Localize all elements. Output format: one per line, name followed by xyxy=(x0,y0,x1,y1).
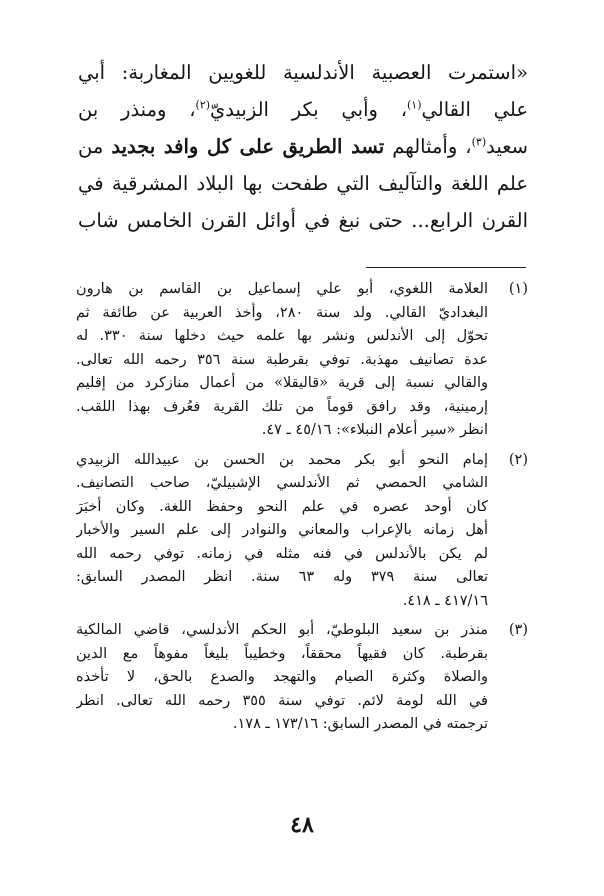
footnote-line: ٤١٧/١٦ ـ ٤١٨. xyxy=(402,592,488,609)
footnote-number: (١) xyxy=(508,281,528,297)
footnote-number: (٣) xyxy=(508,622,528,638)
footnote-line: البغداديّ القالي. ولد سنة ٢٨٠، وأخذ العربية عن طائفة ثم xyxy=(76,304,488,321)
text-run: علي القالي xyxy=(421,98,528,121)
footnote-reference: (٢) xyxy=(195,98,211,112)
footnote-line: العلامة اللغوي، أبو علي إسماعيل بن القاسم بن هارون xyxy=(76,281,488,297)
footnote-line: ترجمته في المصدر السابق: ١٧٣/١٦ ـ ١٧٨. xyxy=(232,716,488,732)
text-run: علم اللغة والتآليف التي طفحت بها البلاد المشرقية في xyxy=(78,172,528,195)
text-run: ، وأبي بكر الزبيديّ xyxy=(210,98,407,121)
footnote-line: كان أوحد عصره في علم النحو وحفظ اللغة. وكان أخبَرَ xyxy=(76,498,488,515)
footnote-line: إمام النحو أبو بكر محمد بن الحسن بن عبيدالله الزبيدي xyxy=(76,451,488,468)
footnotes xyxy=(76,278,528,743)
footnote-separator xyxy=(366,267,526,268)
footnote-line: الشامي الحمصي ثم الأندلسي الإشبيليّ، صاحب التصانيف. xyxy=(76,475,488,491)
main-text-line xyxy=(78,202,528,239)
footnote-line: والقالي نسبة إلى قرية «قاليقلا» من أعمال منازكرد من إقليم xyxy=(76,375,488,391)
main-text-line xyxy=(78,54,528,91)
footnote xyxy=(76,619,528,737)
text-run: ، ومنذر بن xyxy=(78,98,196,121)
text-run: سعيد xyxy=(486,135,528,158)
text-run: ، وأمثالهم xyxy=(384,135,472,158)
footnote-line: منذر بن سعيد البلوطيّ، أبو الحكم الأندلسي، قاضي المالكية xyxy=(76,622,488,638)
footnote-reference: (١) xyxy=(407,98,422,112)
footnote-line: انظر «سير أعلام النبلاء»: ٤٥/١٦ ـ ٤٧. xyxy=(261,422,488,438)
page-number: ٤٨ xyxy=(290,812,314,838)
main-text-line xyxy=(78,165,528,202)
footnote-line: إرمينية، وقد رافق قوماً من تلك القرية فعُرف بهذا اللقب. xyxy=(76,398,488,415)
footnote-line: والصلاة وكثرة الصيام والتهجد والصدع بالحق، لا تأخذه xyxy=(76,669,488,685)
footnote-line: في الله لومة لائم. توفي سنة ٣٥٥ رحمه الله تعالى. انظر xyxy=(76,692,488,709)
footnote-body xyxy=(76,449,488,614)
footnote-number: (٢) xyxy=(508,451,528,468)
footnote-line: تعالى سنة ٣٧٩ وله ٦٣ سنة. انظر المصدر السابق: xyxy=(76,569,488,585)
emphasized-text: تسد الطريق على كل وافد بجديد xyxy=(111,135,385,158)
footnote-line: بقرطبة. كان فقيهاً محققاً، وخطيباً بليغاً مفوهاً مع الدين xyxy=(76,645,488,662)
main-text xyxy=(78,54,528,239)
footnote-reference: (٣) xyxy=(471,135,487,149)
footnote-line: لم يكن بالأندلس في فنه مثله في زمانه. توفي رحمه الله xyxy=(76,545,488,562)
main-text-line xyxy=(78,91,528,128)
text-run: «استمرت العصبية الأندلسية للغويين المغاربة: أبي xyxy=(78,61,528,84)
footnote-body xyxy=(76,278,488,443)
footnote-line: أهل زمانه بالإعراب والمعاني والنوادر إلى علم السير والأخبار xyxy=(76,522,488,538)
footnote xyxy=(76,278,528,443)
footnote-line: تحوّل إلى الأندلس ونشر بها علمه حيث دخلها سنة ٣٣٠. له xyxy=(76,328,488,344)
text-run: من xyxy=(78,135,112,158)
footnote-line: عدة تصانيف مهذبة. توفي بقرطبة سنة ٣٥٦ رحمه الله تعالى. xyxy=(76,351,488,368)
footnote-body xyxy=(76,619,488,737)
footnote xyxy=(76,449,528,614)
text-run: القرن الرابع... حتى نبغ في أوائل القرن الخامس شاب xyxy=(78,209,528,232)
main-text-line xyxy=(78,128,528,165)
